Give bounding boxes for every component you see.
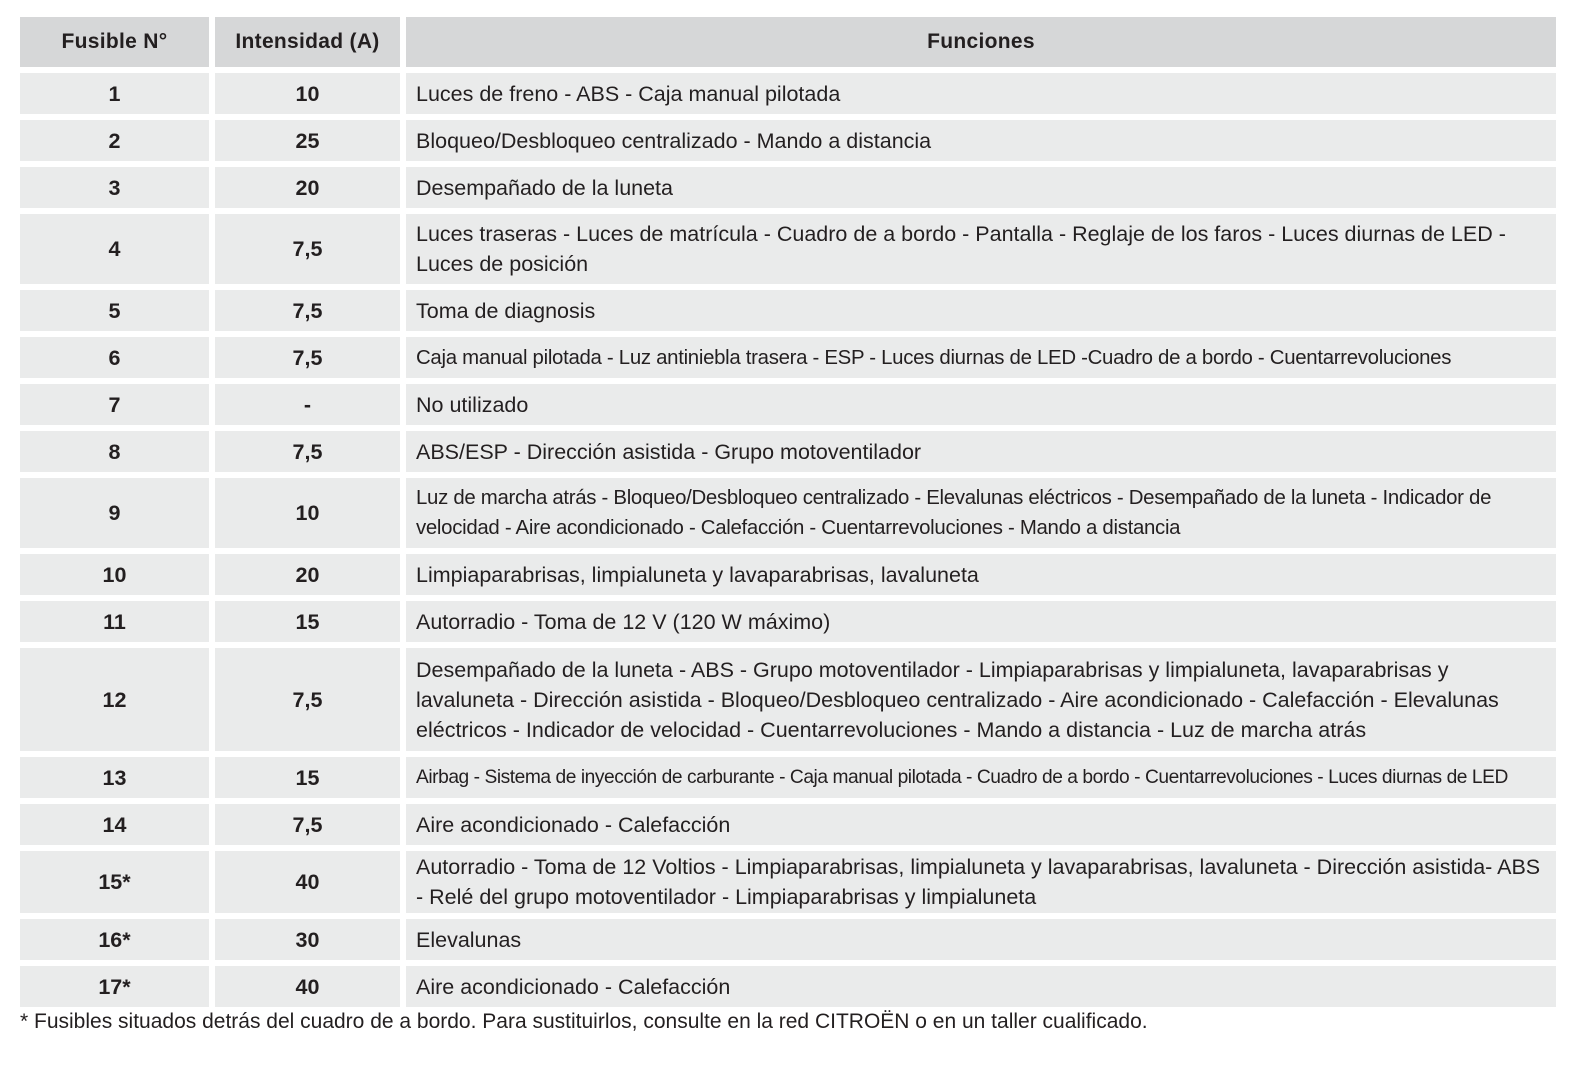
fuse-number-cell: 11 [20, 601, 209, 642]
fuse-number-cell: 13 [20, 757, 209, 798]
fuse-number-cell: 4 [20, 214, 209, 284]
amperage-cell: 7,5 [215, 337, 400, 378]
header-fuse-number: Fusible N° [20, 17, 209, 67]
amperage-cell: 10 [215, 73, 400, 114]
fuse-table [20, 17, 1576, 1007]
amperage-cell: 7,5 [215, 214, 400, 284]
amperage-cell: 7,5 [215, 804, 400, 845]
amperage-cell: 7,5 [215, 648, 400, 751]
functions-cell: Aire acondicionado - Calefacción [406, 966, 1556, 1007]
functions-cell: Desempañado de la luneta - ABS - Grupo motoventilador - Limpiaparabrisas y limpialuneta, lavaparabrisas y lavaluneta - Dirección asistida - Bloqueo/Desbloqueo centralizado - Aire acondicionado - Calefacción - Elevalunas eléctricos - Indicador de velocidad - Cuentarrevoluciones - Mando a distancia - Luz de marcha atrás [406, 648, 1556, 751]
amperage-cell: - [215, 384, 400, 425]
amperage-cell: 15 [215, 757, 400, 798]
functions-cell: ABS/ESP - Dirección asistida - Grupo motoventilador [406, 431, 1556, 472]
amperage-cell: 7,5 [215, 290, 400, 331]
amperage-cell: 20 [215, 554, 400, 595]
fuse-number-cell: 1 [20, 73, 209, 114]
functions-cell: Luces traseras - Luces de matrícula - Cuadro de a bordo - Pantalla - Reglaje de los faros - Luces diurnas de LED - Luces de posición [406, 214, 1556, 284]
functions-cell: Bloqueo/Desbloqueo centralizado - Mando a distancia [406, 120, 1556, 161]
amperage-cell: 40 [215, 851, 400, 913]
functions-cell: Toma de diagnosis [406, 290, 1556, 331]
fuse-number-cell: 15* [20, 851, 209, 913]
functions-cell: No utilizado [406, 384, 1556, 425]
functions-cell: Airbag - Sistema de inyección de carburante - Caja manual pilotada - Cuadro de a bordo - Cuentarrevoluciones - Luces diurnas de LED [406, 757, 1556, 798]
fuse-number-cell: 5 [20, 290, 209, 331]
functions-cell: Autorradio - Toma de 12 V (120 W máximo) [406, 601, 1556, 642]
fuse-number-cell: 14 [20, 804, 209, 845]
amperage-cell: 25 [215, 120, 400, 161]
fuse-number-cell: 8 [20, 431, 209, 472]
functions-cell: Limpiaparabrisas, limpialuneta y lavaparabrisas, lavaluneta [406, 554, 1556, 595]
fuse-number-cell: 9 [20, 478, 209, 548]
footnote: * Fusibles situados detrás del cuadro de a bordo. Para sustituirlos, consulte en la red CITROËN o en un taller cualificado. [20, 1010, 1148, 1033]
fuse-number-cell: 10 [20, 554, 209, 595]
amperage-cell: 15 [215, 601, 400, 642]
fuse-number-cell: 17* [20, 966, 209, 1007]
functions-cell: Desempañado de la luneta [406, 167, 1556, 208]
header-amperage: Intensidad (A) [215, 17, 400, 67]
fuse-number-cell: 3 [20, 167, 209, 208]
fuse-number-cell: 16* [20, 919, 209, 960]
amperage-cell: 20 [215, 167, 400, 208]
functions-cell: Elevalunas [406, 919, 1556, 960]
fuse-number-cell: 7 [20, 384, 209, 425]
functions-cell: Autorradio - Toma de 12 Voltios - Limpiaparabrisas, limpialuneta y lavaparabrisas, lavaluneta - Dirección asistida- ABS - Relé del grupo motoventilador - Limpiaparabrisas y limpialuneta [406, 851, 1556, 913]
functions-cell: Caja manual pilotada - Luz antiniebla trasera - ESP - Luces diurnas de LED -Cuadro de a bordo - Cuentarrevoluciones [406, 337, 1556, 378]
amperage-cell: 40 [215, 966, 400, 1007]
functions-cell: Aire acondicionado - Calefacción [406, 804, 1556, 845]
functions-cell: Luz de marcha atrás - Bloqueo/Desbloqueo centralizado - Elevalunas eléctricos - Desempañado de la luneta - Indicador de velocidad - Aire acondicionado - Calefacción - Cuentarrevoluciones - Mando a distancia [406, 478, 1556, 548]
amperage-cell: 10 [215, 478, 400, 548]
fuse-number-cell: 12 [20, 648, 209, 751]
amperage-cell: 30 [215, 919, 400, 960]
amperage-cell: 7,5 [215, 431, 400, 472]
header-functions: Funciones [406, 17, 1556, 67]
fuse-number-cell: 2 [20, 120, 209, 161]
fuse-number-cell: 6 [20, 337, 209, 378]
functions-cell: Luces de freno - ABS - Caja manual pilotada [406, 73, 1556, 114]
